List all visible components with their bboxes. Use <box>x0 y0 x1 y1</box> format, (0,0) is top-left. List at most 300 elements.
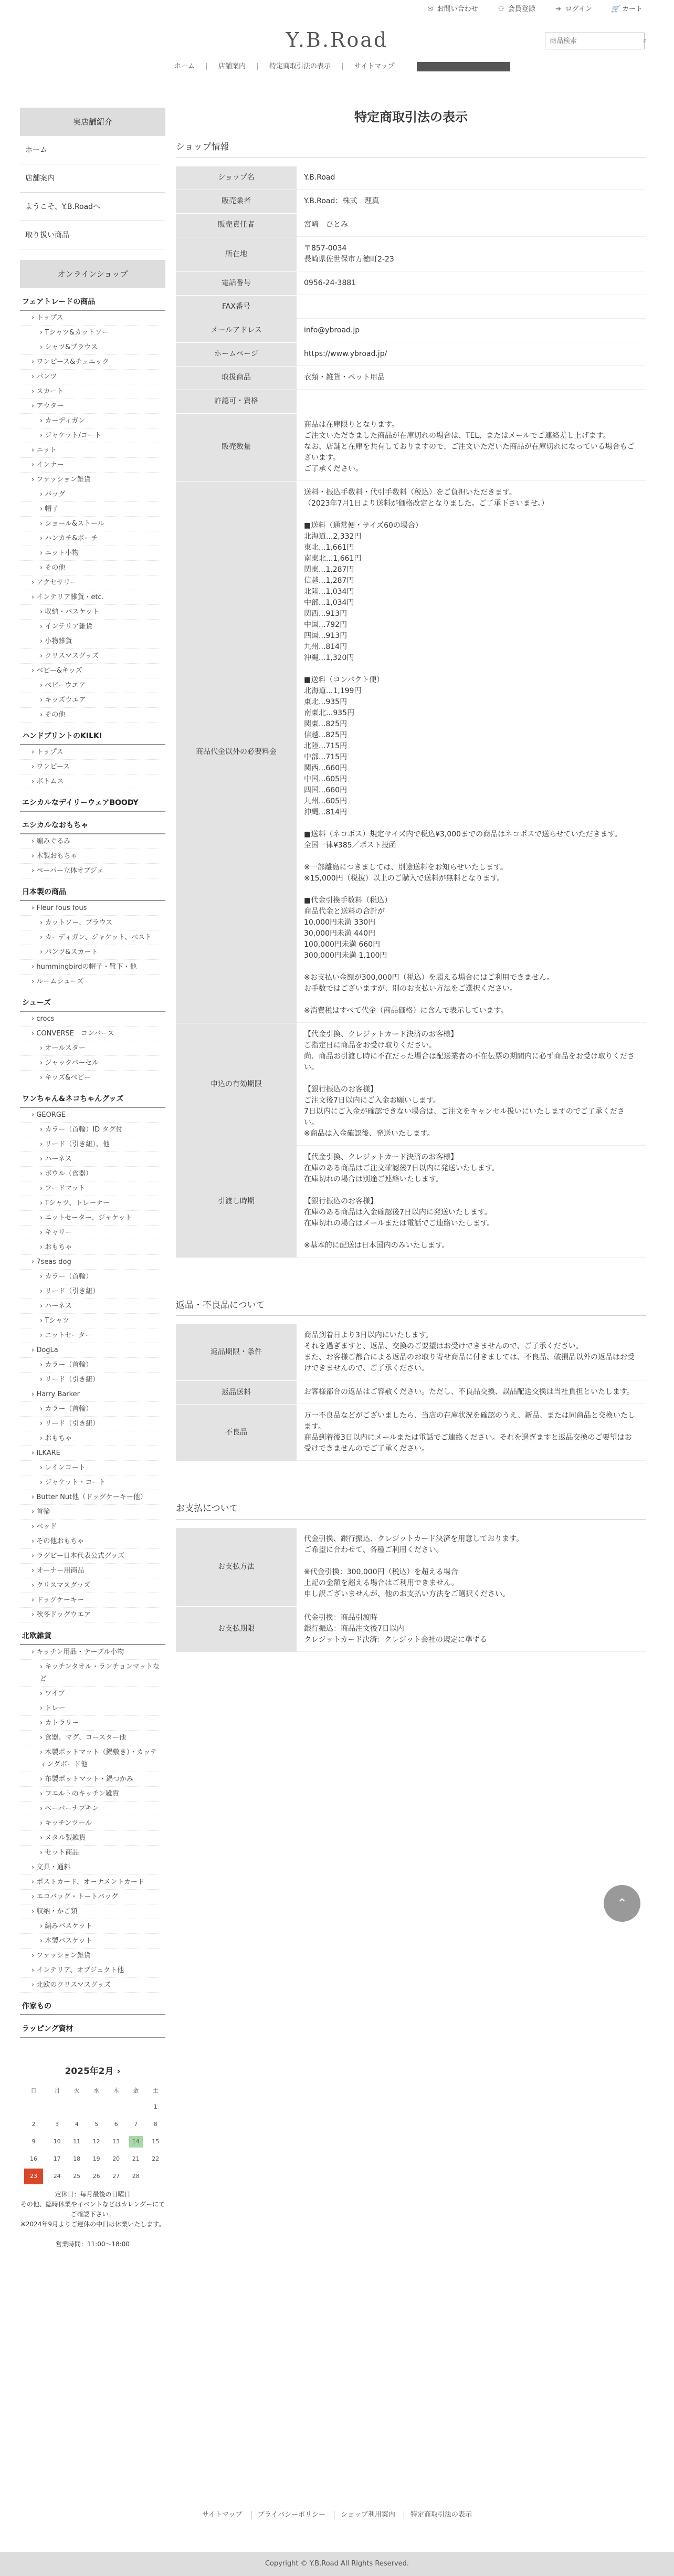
category-item-label: 食器、マグ、コースター他 <box>45 1734 127 1742</box>
category-item-label: ニット <box>36 446 57 454</box>
category-item[interactable] <box>20 849 165 864</box>
calendar-day: 27 <box>112 2173 120 2180</box>
category-arrow-icon: › <box>31 1346 37 1354</box>
category-item-label: フードマット <box>45 1185 86 1192</box>
category-item-label: ボウル（食器） <box>45 1170 92 1178</box>
category-item[interactable] <box>20 1593 165 1608</box>
category-item[interactable] <box>20 1167 165 1181</box>
category-item[interactable] <box>20 1108 165 1123</box>
value-line: ※消費税はすべて代金（商品価格）に含んで表示しています。 <box>304 1006 508 1015</box>
footer-privacy-link[interactable]: プライバシーポリシー <box>251 2511 332 2519</box>
category-item-label: Tシャツ&カットソー <box>45 329 109 337</box>
calendar-day: 12 <box>92 2138 100 2145</box>
online-shop-heading: オンラインショップ <box>20 260 165 288</box>
category-item[interactable] <box>20 575 165 590</box>
category-item[interactable] <box>20 458 165 473</box>
category-arrow-icon: › <box>40 1790 45 1798</box>
category-item-label: ワンピース&チュニック <box>36 358 109 366</box>
value-line <box>304 1073 639 1084</box>
category-item-label: ハーネス <box>45 1302 72 1310</box>
copyright: Copyright © Y.B.Road All Rights Reserved. <box>0 2552 674 2576</box>
category-item[interactable] <box>20 708 165 722</box>
row-header: 返品送料 <box>176 1381 297 1404</box>
footer-legal-link[interactable]: 特定商取引法の表示 <box>404 2511 478 2519</box>
category-arrow-icon: › <box>31 1537 37 1545</box>
category-item[interactable] <box>20 1787 165 1802</box>
category-item-label: ハンカチ&ポーチ <box>45 535 98 542</box>
category-arrow-icon: › <box>40 1819 45 1827</box>
category-item[interactable] <box>20 1027 165 1041</box>
category-item[interactable] <box>20 1461 165 1475</box>
category-arrow-icon: › <box>31 978 37 986</box>
value-line: クレジットカード決済：クレジット会社の規定に準ずる <box>304 1635 487 1644</box>
weekday-label: 日 <box>30 2087 37 2095</box>
category-item-label: 布製ポットマット・鍋つかみ <box>45 1775 133 1783</box>
category-arrow-icon: › <box>40 1243 45 1251</box>
category-arrow-icon: › <box>31 579 37 587</box>
value-line: 在庫のある商品は入金確認後7日以内に発送いたします。 <box>304 1208 492 1217</box>
category-item-label: バッグ <box>45 490 66 498</box>
category-arrow-icon: › <box>40 696 45 704</box>
site-logo[interactable]: Y.B.Road <box>286 28 388 51</box>
category-arrow-icon: › <box>40 608 45 616</box>
category-arrow-icon: › <box>31 1863 37 1871</box>
category-item-label: カーディガン <box>45 417 86 425</box>
row-header: FAX番号 <box>176 296 297 319</box>
weekday-label: 火 <box>73 2087 80 2095</box>
category-item[interactable] <box>20 1211 165 1226</box>
category-item-label: オーナー用商品 <box>36 1567 85 1575</box>
value-line: 【代金引換、クレジットカード決済のお客様】 <box>304 1153 458 1161</box>
calendar-next-icon[interactable]: › <box>117 2066 121 2077</box>
row-value <box>297 319 646 342</box>
category-item[interactable] <box>20 1919 165 1934</box>
table-row <box>176 366 646 390</box>
category-arrow-icon: › <box>31 461 37 469</box>
row-value <box>297 414 646 481</box>
category-arrow-icon: › <box>40 1849 45 1857</box>
row-header: お支払期限 <box>176 1607 297 1652</box>
category-arrow-icon: › <box>31 358 37 366</box>
category-arrow-icon: › <box>40 1170 45 1178</box>
value-line: 九州...605円 <box>304 797 347 805</box>
category-item-label: カラー（首輪） <box>45 1405 93 1413</box>
category-item[interactable] <box>20 1687 165 1701</box>
category-item[interactable] <box>20 1904 165 1919</box>
category-item[interactable] <box>20 487 165 502</box>
category-item[interactable] <box>20 1417 165 1431</box>
category-item[interactable] <box>20 1772 165 1787</box>
category-item-label: 秋冬ドッグウエア <box>36 1611 91 1619</box>
category-item[interactable] <box>20 960 165 975</box>
category-arrow-icon: › <box>40 1317 45 1325</box>
category-item[interactable] <box>20 1816 165 1831</box>
category-item-label: レインコート <box>45 1464 86 1472</box>
table-row <box>176 237 646 272</box>
category-item[interactable] <box>20 1645 165 1660</box>
category-item[interactable] <box>20 517 165 531</box>
category-title[interactable]: ワンちゃん&ネコちゃんグッズ <box>20 1088 165 1108</box>
sidebar-links <box>20 136 165 249</box>
login-link[interactable]: ➔ ログイン <box>554 4 592 15</box>
category-arrow-icon: › <box>40 417 45 425</box>
category-item[interactable] <box>20 1520 165 1534</box>
value-line: 〒857-0034 <box>304 244 347 253</box>
sidebar <box>20 108 165 2249</box>
category-item[interactable] <box>20 1314 165 1328</box>
category-arrow-icon: › <box>40 1126 45 1134</box>
value-line: 中国...792円 <box>304 620 347 629</box>
category-arrow-icon: › <box>40 711 45 719</box>
category-item[interactable] <box>20 1328 165 1343</box>
category-item[interactable] <box>20 1934 165 1949</box>
category-item-label: 編みバスケット <box>45 1922 92 1930</box>
category-item-label: crocs <box>36 1015 55 1023</box>
category-item[interactable] <box>20 1745 165 1772</box>
category-item-label: リード（引き紐） <box>45 1376 100 1384</box>
value-line: ご指定日に商品をお受け取りください。 <box>304 1041 436 1050</box>
value-line <box>304 301 639 312</box>
value-line: 銀行振込：商品注文後7日以内 <box>304 1624 404 1633</box>
value-line: 関東...825円 <box>304 719 347 728</box>
row-header: 許認可・資格 <box>176 390 297 413</box>
value-line: 在庫切れの場合はメールまたは電話でご連絡いたします。 <box>304 1219 494 1228</box>
category-arrow-icon: › <box>31 667 37 675</box>
category-item-label: ルームシューズ <box>36 978 84 986</box>
category-item-label: パンツ&スカート <box>45 948 98 956</box>
category-arrow-icon: › <box>40 520 45 528</box>
sidebar-link[interactable]: 店舗案内 <box>20 164 165 193</box>
category-arrow-icon: › <box>40 1690 45 1698</box>
category-item-label: キッズウエア <box>45 696 86 704</box>
category-item[interactable] <box>20 1181 165 1196</box>
category-item-label: ニット小物 <box>45 549 79 557</box>
gnav-home[interactable]: ホーム <box>174 62 195 70</box>
category-item[interactable] <box>20 1343 165 1358</box>
category-item[interactable] <box>20 1701 165 1716</box>
page-title: 特定商取引法の表示 <box>176 108 646 131</box>
category-item[interactable] <box>20 1071 165 1085</box>
value-line: 関西...913円 <box>304 609 347 618</box>
category-item[interactable] <box>20 1270 165 1284</box>
category-item[interactable] <box>20 901 165 916</box>
category-item[interactable] <box>20 561 165 575</box>
table-row <box>176 1324 646 1381</box>
category-item[interactable] <box>20 634 165 649</box>
category-item[interactable] <box>20 1152 165 1167</box>
category-title[interactable]: シューズ <box>20 992 165 1012</box>
category-item-label: オールスター <box>45 1044 86 1052</box>
category-item[interactable] <box>20 311 165 326</box>
category-item[interactable] <box>20 1660 165 1687</box>
category-arrow-icon: › <box>40 564 45 572</box>
calendar-day: 16 <box>29 2155 37 2162</box>
value-line: 100,000円未満 660円 <box>304 940 381 949</box>
table-row <box>176 296 646 319</box>
category-item[interactable] <box>20 864 165 878</box>
category-item[interactable] <box>20 1949 165 1963</box>
row-header: 所在地 <box>176 237 297 271</box>
calendar-day: 20 <box>112 2155 120 2162</box>
weekday-label: 水 <box>93 2087 100 2095</box>
category-item[interactable] <box>20 678 165 693</box>
category-item-label: トップス <box>36 314 64 322</box>
calendar-day: 15 <box>152 2138 160 2145</box>
category-item[interactable] <box>20 1431 165 1446</box>
table-row <box>176 1405 646 1461</box>
category-item[interactable] <box>20 414 165 428</box>
calendar <box>20 2065 165 2249</box>
category-item[interactable] <box>20 1831 165 1846</box>
category-item[interactable] <box>20 693 165 708</box>
value-line: ご了承ください。 <box>304 464 363 473</box>
category-title[interactable]: 北欧雑貨 <box>20 1626 165 1645</box>
category-item[interactable] <box>20 774 165 789</box>
calendar-day: 3 <box>55 2121 59 2128</box>
category-item[interactable] <box>20 916 165 930</box>
value-line: 南東北...1,661円 <box>304 554 362 563</box>
sidebar-link[interactable]: 取り扱い商品 <box>20 221 165 249</box>
back-to-top-button[interactable]: ⌃ <box>604 1885 640 1922</box>
category-item[interactable] <box>20 1860 165 1875</box>
category-item[interactable] <box>20 1446 165 1461</box>
category-item[interactable] <box>20 590 165 605</box>
user-plus-icon: ⚇ <box>498 5 504 13</box>
calendar-day: 22 <box>152 2155 160 2162</box>
category-item-label: インテリア雑貨 <box>45 623 93 631</box>
category-item[interactable] <box>20 1123 165 1137</box>
category-title[interactable]: エシカルなおもちゃ <box>20 815 165 834</box>
category-item[interactable] <box>20 1240 165 1255</box>
category-arrow-icon: › <box>40 1376 45 1384</box>
category-item[interactable] <box>20 1358 165 1373</box>
calendar-day: 28 <box>132 2173 140 2180</box>
gnav-legal[interactable]: 特定商取引法の表示 <box>257 63 342 70</box>
category-item-label: ベビーウエア <box>45 682 86 689</box>
category-item[interactable] <box>20 1578 165 1593</box>
category-item[interactable] <box>20 1012 165 1027</box>
category-arrow-icon: › <box>40 1302 45 1310</box>
value-line: 沖縄...814円 <box>304 808 347 816</box>
category-item-label: 帽子 <box>45 505 59 513</box>
category-title[interactable]: ハンドプリントのKILKI <box>20 726 165 745</box>
value-line: ※一部離島につきましては、別途送料をお知らせいたします。 <box>304 863 508 872</box>
category-arrow-icon: › <box>31 1449 37 1457</box>
category-item[interactable] <box>20 1137 165 1152</box>
category-item-label: キャリー <box>45 1229 72 1237</box>
category-item[interactable] <box>20 531 165 546</box>
sidebar-link[interactable]: ようこそ、Y.B.Roadへ <box>20 193 165 221</box>
calendar-day: 7 <box>134 2121 138 2128</box>
value-line: それを過ぎますと、返品、交換のご要望はお受けできませんので、ご了承ください。 <box>304 1342 583 1350</box>
category-item[interactable] <box>20 1402 165 1417</box>
value-line: 中部...1,034円 <box>304 598 354 607</box>
category-item[interactable] <box>20 370 165 384</box>
value-line: 中国...605円 <box>304 774 347 783</box>
table-row <box>176 481 646 1023</box>
value-line: 北陸...1,034円 <box>304 587 354 596</box>
category-item-label: その他 <box>45 711 66 719</box>
category-item-label: メタル製雑貨 <box>45 1834 86 1842</box>
value-line: 九州...814円 <box>304 642 347 651</box>
category-item[interactable] <box>20 443 165 458</box>
category-arrow-icon: › <box>31 837 37 845</box>
table-row <box>176 214 646 237</box>
category-item[interactable] <box>20 945 165 960</box>
category-item[interactable] <box>20 1802 165 1816</box>
table-row <box>176 1607 646 1652</box>
category-item[interactable] <box>20 340 165 355</box>
value-line: 【代金引換、クレジットカード決済のお客様】 <box>304 1030 458 1039</box>
category-arrow-icon: › <box>31 1611 37 1619</box>
value-line: 尚、商品お引渡し時に不在だった場合は配送業者の不在伝票の期間内に必ず商品をお受け取りください。 <box>304 1052 635 1072</box>
category-title[interactable]: フェアトレードの商品 <box>20 291 165 311</box>
category-item[interactable] <box>20 1978 165 1993</box>
category-item[interactable] <box>20 326 165 340</box>
category-item[interactable] <box>20 930 165 945</box>
footer-sitemap-link[interactable]: サイトマップ <box>202 2511 243 2519</box>
login-icon: ➔ <box>555 5 562 13</box>
row-header: 取扱商品 <box>176 366 297 390</box>
category-item[interactable] <box>20 473 165 487</box>
category-item[interactable] <box>20 502 165 517</box>
row-value <box>297 343 646 366</box>
category-item[interactable] <box>20 1564 165 1578</box>
category-item-label: GEORGE <box>36 1111 66 1119</box>
row-value <box>297 481 646 1023</box>
value-line: Y.B.Road <box>304 173 335 182</box>
category-item[interactable] <box>20 649 165 664</box>
category-arrow-icon: › <box>40 1805 45 1813</box>
category-item[interactable] <box>20 664 165 678</box>
category-item-label: ペーパーナプキン <box>45 1805 99 1813</box>
row-value <box>297 1405 646 1461</box>
category-item[interactable] <box>20 1549 165 1564</box>
sidebar-link[interactable]: ホーム <box>20 136 165 164</box>
category-arrow-icon: › <box>31 1966 37 1974</box>
category-title[interactable]: エシカルなデイリーウェアBOODY <box>20 792 165 812</box>
category-item[interactable] <box>20 546 165 561</box>
category-item[interactable] <box>20 384 165 399</box>
category-item[interactable] <box>20 1226 165 1240</box>
category-item-label: リード（引き紐） <box>45 1287 100 1295</box>
category-item-label: 小物雑貨 <box>45 637 72 645</box>
category-item[interactable] <box>20 399 165 414</box>
category-item-label: ドッグケーキー <box>36 1596 84 1604</box>
table-row <box>176 390 646 414</box>
category-item[interactable] <box>20 1373 165 1387</box>
category-arrow-icon: › <box>40 535 45 542</box>
search-icon[interactable]: ⌕ <box>643 37 647 45</box>
row-value <box>297 272 646 295</box>
value-line: 北陸...715円 <box>304 741 347 750</box>
gnav-sitemap[interactable]: サイトマップ <box>342 63 406 70</box>
category-item[interactable] <box>20 1196 165 1211</box>
category-item[interactable] <box>20 1608 165 1622</box>
category-arrow-icon: › <box>31 1258 37 1266</box>
category-item[interactable] <box>20 745 165 760</box>
category-item[interactable] <box>20 1534 165 1549</box>
row-header: お支払方法 <box>176 1528 297 1606</box>
category-item-label: トップス <box>36 748 64 756</box>
category-item-label: 木製ポットマット（鍋敷き）・カッティングボード他 <box>40 1748 157 1768</box>
category-item[interactable] <box>20 1475 165 1490</box>
category-item[interactable] <box>20 1255 165 1270</box>
category-item-label: hummingbirdの帽子・靴下・他 <box>36 963 137 971</box>
category-item[interactable] <box>20 1056 165 1071</box>
category-item[interactable] <box>20 1299 165 1314</box>
category-item-label: Tシャツ <box>45 1317 70 1325</box>
value-line: 上記の金額を超える場合はご利用できません。 <box>304 1578 459 1587</box>
category-item[interactable] <box>20 428 165 443</box>
row-value <box>297 214 646 237</box>
calendar-note <box>20 2190 165 2250</box>
cart-link[interactable]: 🛒 カート <box>611 4 643 15</box>
row-header: 販売数量 <box>176 414 297 481</box>
category-item[interactable] <box>20 1875 165 1890</box>
category-title[interactable]: 作家もの <box>20 1996 165 2015</box>
category-item[interactable] <box>20 605 165 620</box>
category-item[interactable] <box>20 760 165 774</box>
category-item[interactable] <box>20 1505 165 1520</box>
category-item[interactable] <box>20 1890 165 1904</box>
category-item[interactable] <box>20 1963 165 1978</box>
category-item-label: カラー（首輪） <box>45 1273 93 1281</box>
category-item[interactable] <box>20 975 165 989</box>
category-item[interactable] <box>20 355 165 370</box>
category-title[interactable]: 日本製の商品 <box>20 882 165 901</box>
calendar-day: 21 <box>132 2155 140 2162</box>
table-row <box>176 1146 646 1258</box>
table-row <box>176 1528 646 1607</box>
category-item[interactable] <box>20 620 165 634</box>
category-arrow-icon: › <box>40 1155 45 1163</box>
shop-info-table <box>176 166 646 1258</box>
category-item-label: Fleur fous fous <box>36 904 87 912</box>
search-input[interactable] <box>545 33 643 49</box>
value-line: 沖縄...1,320円 <box>304 653 354 662</box>
register-link[interactable]: ⚇ 会員登録 <box>497 4 535 15</box>
gnav-store[interactable]: 店舗案内 <box>206 63 257 70</box>
inquiry-link[interactable]: ✉ お問い合わせ <box>426 4 478 15</box>
value-line: ご注文いただきました商品が在庫切れの場合は、TEL、またはメールでご連絡差し上げます。 <box>304 431 610 440</box>
row-value <box>297 296 646 319</box>
category-item-label: 収納・バスケット <box>45 608 99 616</box>
category-item[interactable] <box>20 1716 165 1731</box>
section-title-shop: ショップ情報 <box>176 141 646 158</box>
category-item[interactable] <box>20 834 165 849</box>
category-item[interactable] <box>20 1490 165 1505</box>
category-arrow-icon: › <box>31 1952 37 1960</box>
category-item[interactable] <box>20 1284 165 1299</box>
category-item[interactable] <box>20 1387 165 1402</box>
category-item[interactable] <box>20 1041 165 1056</box>
category-item-label: カットソー、ブラウス <box>45 919 113 927</box>
category-item[interactable] <box>20 1731 165 1745</box>
category-item[interactable] <box>20 1846 165 1860</box>
category-arrow-icon: › <box>40 1214 45 1222</box>
category-arrow-icon: › <box>31 1493 37 1501</box>
return-table <box>176 1324 646 1461</box>
value-line: 商品到着日より3日以内にいたします。 <box>304 1331 433 1339</box>
value-line: ■代金引換手数料（税込） <box>304 896 392 905</box>
calendar-day: 23 <box>24 2169 43 2184</box>
category-arrow-icon: › <box>40 1420 45 1428</box>
category-title[interactable]: ラッピング資材 <box>20 2018 165 2038</box>
table-row <box>176 166 646 190</box>
footer-guide-link[interactable]: ショップ利用案内 <box>334 2511 402 2519</box>
table-row <box>176 414 646 481</box>
